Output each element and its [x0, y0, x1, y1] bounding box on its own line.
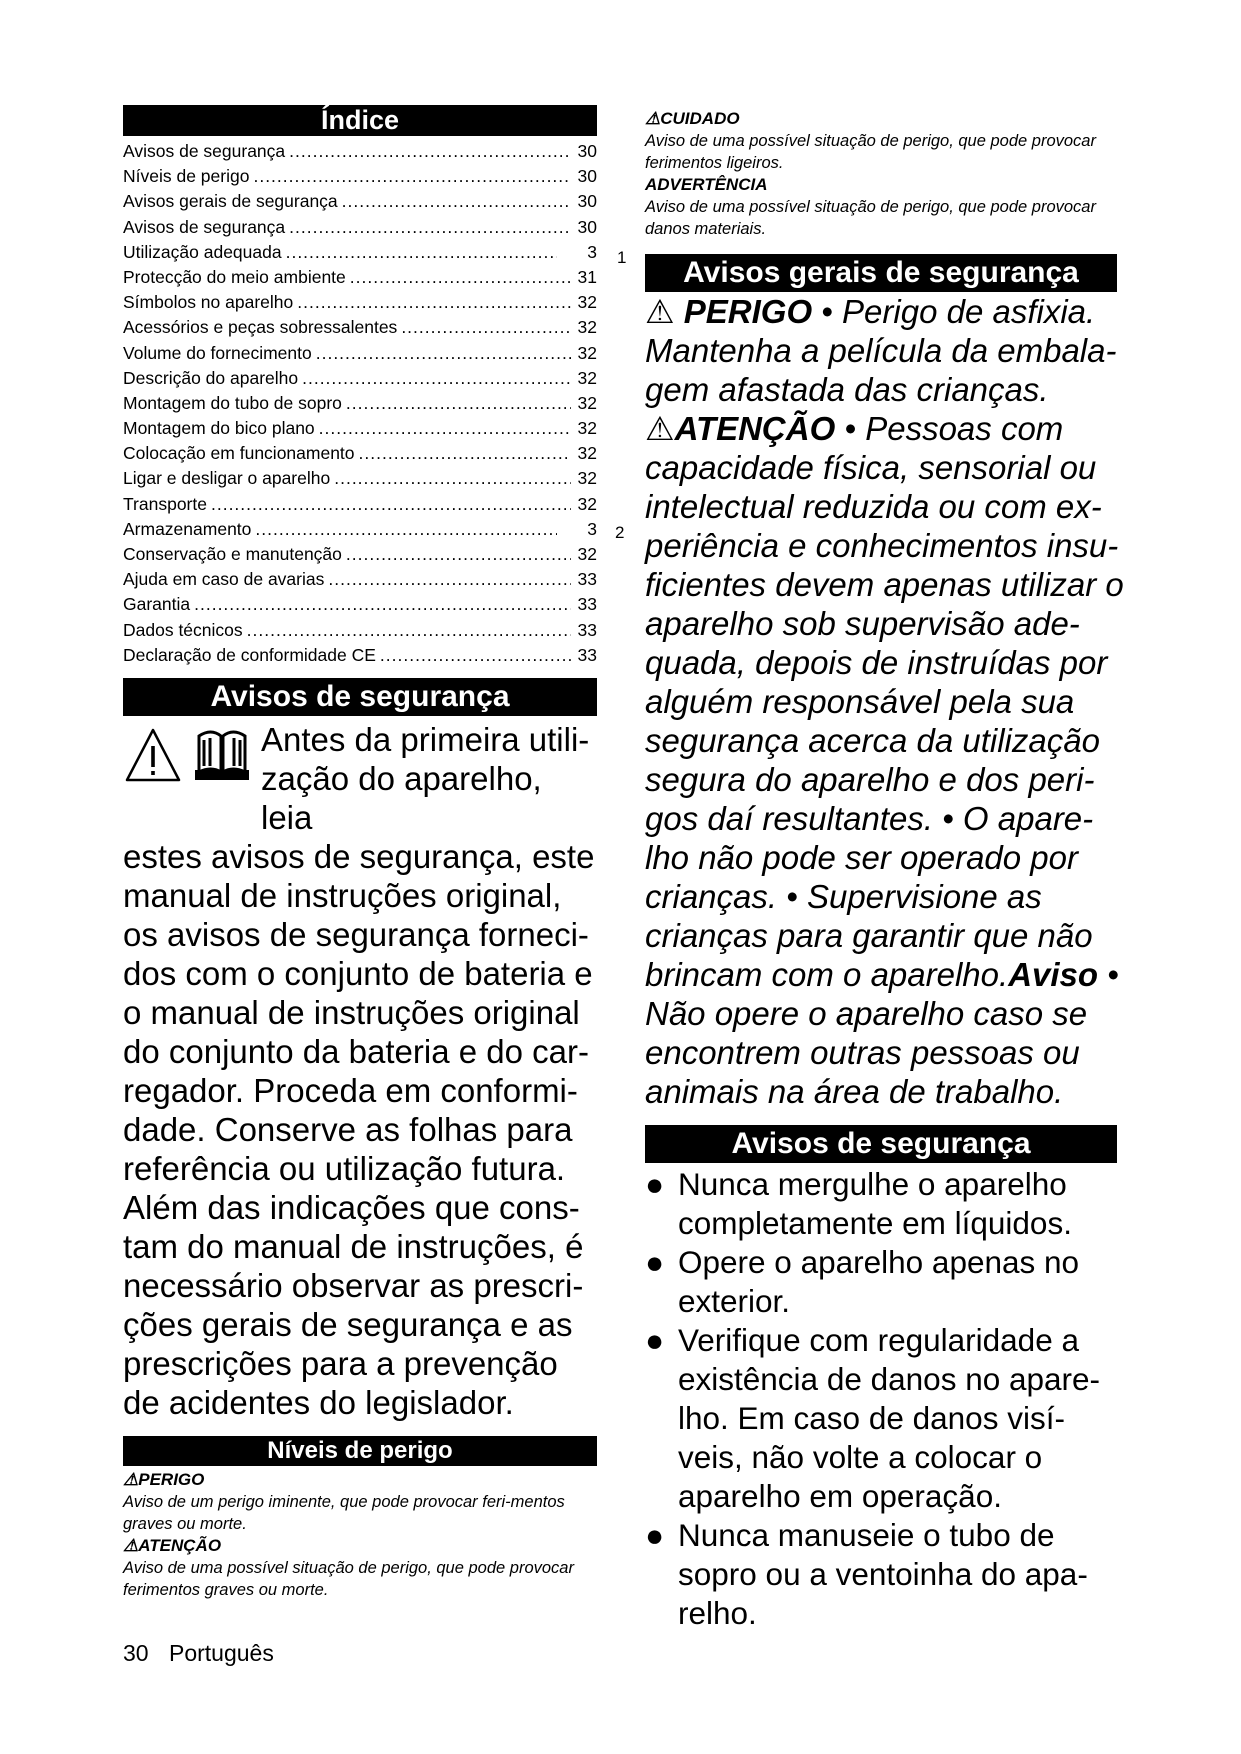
safety-body: estes avisos de segurança, este manual de instruções original, os avisos de segurança forneci-dos com o conjunto de bateria e o manual de instruções original do conjunto da bateria e do car-regador. Proceda em conformi-dade. Conserve as folhas para referência ou utilização futura. Além das indicações que cons-tam do manual de instruções, é necessário observar as prescri-ções gerais de segurança e as prescrições para a prevenção de acidentes do legislador.	[123, 837, 595, 1421]
footer-language: Português	[168, 1640, 274, 1666]
level-cuidado-desc: Aviso de uma possível situação de perigo, que pode provocar ferimentos ligeiros.	[645, 132, 1096, 172]
toc-item[interactable]: Descrição do aparelho ..... 32	[123, 366, 597, 391]
bullet-icon: •	[786, 878, 807, 915]
toc-list	[123, 139, 597, 668]
toc-item[interactable]: Colocação em funcionamento ..... 32	[123, 441, 597, 466]
level-atencao-head: ⚠ATENÇÃO	[123, 1535, 222, 1555]
right-column	[645, 108, 1127, 1633]
bullet-icon: ●	[645, 1322, 665, 1358]
level-advertencia-head: ADVERTÊNCIA	[645, 175, 768, 194]
toc-item[interactable]: Símbolos no aparelho ..... 32	[123, 290, 597, 315]
atencao-text-3: Supervisione as crianças para garantir que não brincam com o aparelho.	[645, 878, 1093, 993]
general-body	[645, 292, 1127, 1111]
level-perigo-desc: Aviso de um perigo iminente, que pode provocar feri-mentos graves ou morte.	[123, 1492, 565, 1533]
toc-item[interactable]: Protecção do meio ambiente ..... 31	[123, 265, 597, 290]
aviso-text: Não opere o aparelho caso se encontrem outras pessoas ou animais na área de trabalho.	[645, 995, 1088, 1110]
warning-small-icon: ⚠	[123, 1535, 139, 1555]
safety-intro-line2: zação do aparelho, leia	[261, 759, 542, 836]
toc-item[interactable]: Declaração de conformidade CE ..... 33	[123, 643, 597, 668]
warning-triangle-icon	[123, 726, 183, 784]
toc-item[interactable]: Utilização adequada ..... 3	[123, 240, 597, 265]
toc-item[interactable]: Montagem do bico plano ..... 32	[123, 416, 597, 441]
safety2-title: Avisos de segurança	[645, 1125, 1117, 1163]
bullet-icon: •	[821, 293, 843, 330]
atencao-text-2: O apare-lho não pode ser operado por crianças.	[645, 800, 1094, 915]
toc-item[interactable]: Garantia ..... 33	[123, 592, 597, 617]
level-advertencia-desc: Aviso de uma possível situação de perigo, que pode provocar danos materiais.	[645, 198, 1096, 238]
bullet-icon: ●	[645, 1517, 665, 1553]
safety-intro-line1: Antes da primeira utili-	[261, 720, 590, 758]
bullet-icon: •	[942, 800, 963, 837]
perigo-text: Perigo de asfixia. Mantenha a película da embala-gem afastada das crianças.	[645, 293, 1117, 408]
bullet-icon: •	[844, 410, 866, 447]
general-title: Avisos gerais de segurança	[645, 254, 1117, 292]
toc-item[interactable]: Avisos de segurança ..... 30	[123, 215, 597, 240]
list-item: ● Nunca mergulhe o aparelho completamente em líquidos.	[645, 1166, 1072, 1241]
toc-item[interactable]: Avisos de segurança ..... 30	[123, 139, 597, 164]
warning-icon: ⚠	[645, 293, 675, 330]
safety-title: Avisos de segurança	[123, 678, 597, 716]
level-cuidado-head: ⚠CUIDADO	[645, 109, 740, 128]
toc-title: Índice	[123, 105, 597, 136]
toc-item[interactable]: Montagem do tubo de sopro ..... 32	[123, 391, 597, 416]
levels-continued	[645, 108, 1127, 240]
aviso-label: Aviso	[1008, 956, 1099, 993]
list-item: ● Verifique com regularidade a existência de danos no apare-lho. Em caso de danos visí-veis, não volte a colocar o aparelho em operação.	[645, 1322, 1101, 1514]
level-perigo-head: ⚠PERIGO	[123, 1469, 205, 1489]
level-atencao-desc: Aviso de uma possível situação de perigo, que pode provocar ferimentos graves ou morte.	[123, 1558, 574, 1599]
list-item: ● Nunca manuseie o tubo de sopro ou a ventoinha do apa-relho.	[645, 1517, 1088, 1631]
page-number: 30	[123, 1640, 149, 1666]
list-item: ● Opere o aparelho apenas no exterior.	[645, 1244, 1080, 1319]
toc-item[interactable]: Volume do fornecimento ..... 32	[123, 341, 597, 366]
toc-item[interactable]: Acessórios e peças sobressalentes ..... 32	[123, 315, 597, 340]
toc-item[interactable]: Ligar e desligar o aparelho ..... 32	[123, 466, 597, 491]
safety2-list	[645, 1165, 1127, 1633]
levels-list	[123, 1469, 597, 1601]
warning-icon: ⚠	[645, 410, 675, 447]
levels-title: Níveis de perigo	[123, 1436, 597, 1466]
toc-item[interactable]: Ajuda em caso de avarias ..... 33	[123, 567, 597, 592]
bullet-icon: ●	[645, 1166, 665, 1202]
bullet-icon: ●	[645, 1244, 665, 1280]
atencao-label: ATENÇÃO	[674, 410, 836, 447]
page-footer	[123, 1640, 274, 1667]
warning-small-icon: ⚠	[123, 1469, 139, 1489]
perigo-label: PERIGO	[683, 293, 813, 330]
toc-item[interactable]: Níveis de perigo ..... 30	[123, 164, 597, 189]
bullet-icon: •	[1107, 956, 1119, 993]
safety-intro	[123, 720, 597, 1422]
toc-item[interactable]: Dados técnicos ..... 33	[123, 618, 597, 643]
warning-small-icon: ⚠	[645, 109, 661, 128]
toc-item[interactable]: Transporte ..... 32	[123, 492, 597, 517]
read-manual-book-icon	[193, 726, 251, 784]
toc-item[interactable]: Armazenamento ..... 3	[123, 517, 597, 542]
toc-item[interactable]: Conservação e manutenção ..... 32	[123, 542, 597, 567]
margin-mark-1: 1	[617, 248, 627, 267]
left-column	[123, 105, 597, 1601]
margin-mark-2: 2	[615, 523, 625, 542]
atencao-text-1: Pessoas com capacidade física, sensorial ou intelectual reduzida ou com ex-periência e conhecimentos insu-ficientes devem apenas utilizar o aparelho sob supervisão ade-quada, depois de instruídas por alguém responsável pela sua segurança acerca da utilização segura do aparelho e dos peri-gos daí resultantes.	[645, 410, 1124, 837]
toc-item[interactable]: Avisos gerais de segurança ..... 30	[123, 189, 597, 214]
